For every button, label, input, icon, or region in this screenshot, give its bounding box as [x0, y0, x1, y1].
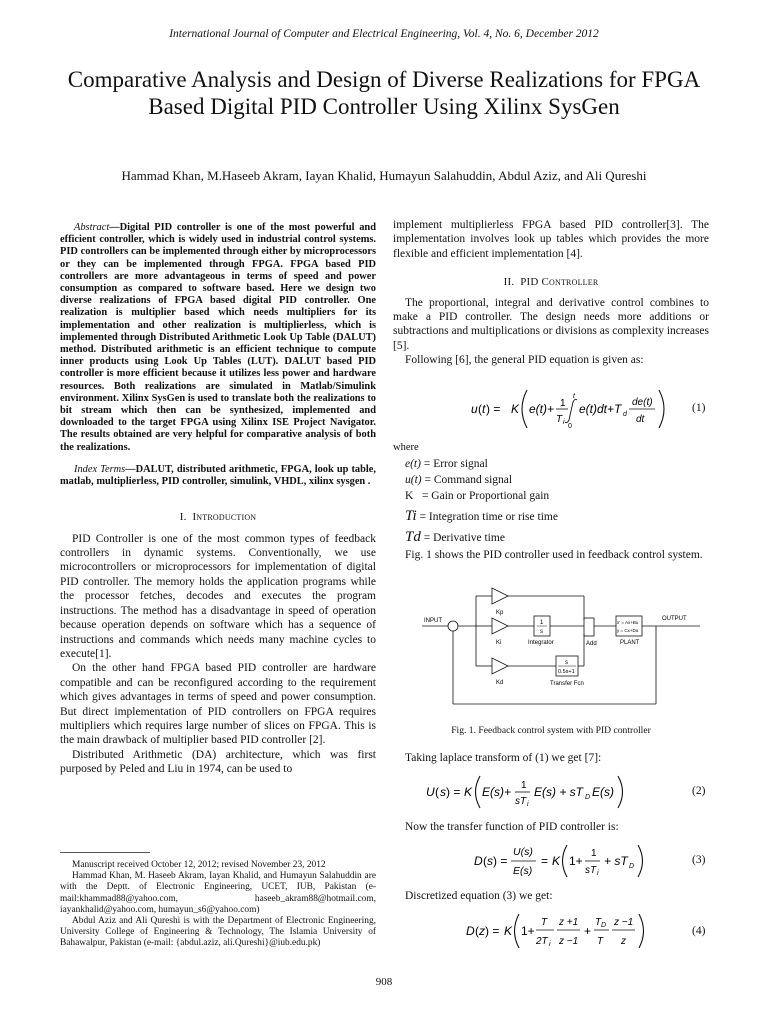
- definition-desc: = Error signal: [420, 458, 488, 470]
- svg-text:D: D: [466, 924, 475, 938]
- svg-text:t: t: [482, 402, 486, 416]
- author-list: Hammad Khan, M.Haseeb Akram, Iayan Khalid, Humayun Salahuddin, Abdul Aziz, and Ali Qureshi: [121, 168, 647, 183]
- fig-label-ki: Ki: [496, 640, 502, 646]
- definition-item: [393, 472, 709, 488]
- definition-symbol: e(t): [405, 458, 421, 470]
- equation-3-number: (3): [692, 854, 706, 866]
- svg-text:z: z: [479, 924, 485, 938]
- footnote-rule: [60, 852, 150, 853]
- fig-plant-x: x' = Ax+Bu: [617, 620, 639, 625]
- svg-text:T: T: [556, 414, 563, 425]
- gain-ki: [492, 618, 508, 634]
- fig-label-transfer: Transfer Fcn: [550, 681, 584, 687]
- fig-label-input: INPUT: [424, 618, 442, 624]
- svg-text:(: (: [478, 402, 482, 416]
- definition-desc: = Command signal: [421, 474, 513, 486]
- figure-1: [416, 584, 706, 716]
- svg-text:T: T: [597, 936, 604, 947]
- definition-symbol: Ti: [405, 508, 417, 524]
- paragraph: Discretized equation (3) we get:: [405, 890, 553, 902]
- svg-text:E(s): E(s): [592, 785, 614, 799]
- section-title: Introduction: [192, 511, 257, 524]
- paragraph: Taking laplace transform of (1) we get [7]:: [405, 752, 602, 764]
- definition-item: [393, 508, 709, 525]
- gain-kd: [492, 658, 508, 674]
- svg-text:1+: 1+: [569, 854, 583, 868]
- footnote: Abdul Aziz and Ali Qureshi is with the Department of Electronic Engineering, University College of Engineering & Technology, The Islamia University of Bahawalpur, Pakistan (e-mail: {abdul.aziz, ali.Qureshi}@iub.edu.pk): [60, 916, 376, 949]
- svg-text:2T: 2T: [536, 936, 548, 947]
- footnotes: [60, 860, 376, 950]
- equation-3: [472, 840, 662, 882]
- paper-title: Comparative Analysis and Design of Diverse Realizations for FPGA Based Digital PID Controller Using Xilinx SysGen: [67, 67, 701, 119]
- fig-label-add: Add: [586, 641, 597, 647]
- abstract-text: —Digital PID controller is one of the most powerful and efficient controller, which is widely used in industrial control systems. PID controllers can be implemented through either by microprocessors or they can be implemented through FPGA. FPGA based PID controllers are more advantageous in terms of speed and power consumption as compared to software based. Here we design two diverse realizations of FPGA based digital PID controller. One realization is multiplier based which needs multipliers for its implementation and other realization is multiplierless, which is implemented through Distributed Arithmetic Look Up Table (DALUT) method. Distributed arithmetic is an efficient technique to compute inner products using Look Up Tables (LUT). DALUT based PID controller is more efficient because it utilizes less power and hardware resources. Both realizations are simulated in Matlab/Simulink environment. Xilinx SysGen is used to translate both the realizations to bit stream which then can be synthesized, implemented and downloaded to the target FPGA using Xilinx ISE Project Navigator. The results obtained are very helpful for comparative analysis of both the realizations.: [60, 222, 376, 453]
- gain-kp: [492, 588, 508, 604]
- svg-text:E(s)+: E(s)+: [482, 785, 512, 799]
- index-terms-text: —DALUT, distributed arithmetic, FPGA, look up table, matlab, multiplierless, PID controller, simulink, VHDL, xilinx sysgen .: [60, 463, 377, 488]
- svg-text:(: (: [435, 785, 439, 799]
- index-terms-lead: Index Terms: [74, 463, 126, 475]
- svg-text:U(s): U(s): [513, 846, 533, 858]
- svg-text:) =: ) =: [493, 854, 508, 868]
- svg-text:T: T: [541, 917, 548, 928]
- equation-4: [464, 908, 664, 954]
- section-number: I.: [179, 511, 187, 524]
- fig-tf-num: s: [565, 660, 568, 666]
- equation-1: [465, 384, 685, 434]
- svg-text:U: U: [426, 785, 435, 799]
- definition-desc: = Derivative time: [420, 532, 505, 544]
- svg-text:E(s): E(s): [513, 865, 533, 877]
- index-terms: [60, 464, 376, 488]
- footnote: Manuscript received October 12, 2012; revised November 23, 2012: [72, 860, 326, 870]
- sum-junction: [448, 621, 458, 631]
- tf-intro: [393, 820, 709, 834]
- svg-text:) =: ) =: [486, 402, 501, 416]
- left-column: [60, 222, 376, 777]
- section-number: II.: [503, 276, 515, 289]
- svg-text:s: s: [440, 785, 446, 799]
- plant-block: [616, 616, 642, 636]
- section-title: PID Controller: [520, 276, 599, 289]
- figure-intro: [393, 548, 709, 562]
- fig-label-kd: Kd: [496, 680, 504, 686]
- paragraph: Fig. 1 shows the PID controller used in feedback control system.: [405, 549, 703, 561]
- fig-int-num: 1: [540, 620, 544, 626]
- introduction-body: [60, 532, 376, 777]
- svg-text:i: i: [563, 419, 565, 426]
- section-heading-pid: [393, 275, 709, 289]
- definition-desc: = Gain or Proportional gain: [413, 490, 550, 502]
- svg-text:K: K: [552, 854, 561, 868]
- definition-item: [393, 529, 709, 546]
- svg-text:K: K: [511, 402, 520, 416]
- svg-text:(: (: [475, 924, 479, 938]
- svg-text:+ sT: + sT: [604, 854, 628, 868]
- svg-text:i: i: [597, 870, 599, 877]
- svg-text:D: D: [474, 854, 483, 868]
- svg-text:D: D: [601, 922, 607, 929]
- definition-item: [393, 456, 709, 472]
- svg-text:K: K: [504, 924, 513, 938]
- paragraph: Now the transfer function of PID controller is:: [405, 821, 619, 833]
- svg-text:i: i: [549, 941, 551, 948]
- right-column-text-top: [393, 218, 709, 368]
- svg-text:sT: sT: [515, 796, 527, 807]
- svg-text:D: D: [629, 863, 635, 870]
- definitions-list: [393, 440, 709, 546]
- equation-2-number: (2): [692, 785, 706, 797]
- svg-text:z: z: [621, 936, 626, 947]
- definition-symbol: K: [405, 490, 414, 502]
- svg-text:d: d: [623, 411, 627, 418]
- where-label: where: [393, 442, 419, 453]
- svg-text:u: u: [471, 402, 478, 416]
- svg-text:e(t)+: e(t)+: [529, 402, 555, 416]
- paragraph: The proportional, integral and derivative control combines to make a PID controller. The design needs more additions or subtractions and multiplications or divisions as complexity increases [5].: [393, 296, 709, 352]
- fig-tf-den: 0.5s+1: [558, 669, 575, 675]
- journal-header: International Journal of Computer and Electrical Engineering, Vol. 4, No. 6, December 2012: [169, 28, 599, 40]
- svg-text:1+: 1+: [521, 924, 535, 938]
- definition-desc: = Integration time or rise time: [416, 511, 558, 523]
- paragraph: Following [6], the general PID equation is given as:: [405, 354, 644, 367]
- svg-text:) =: ) =: [485, 924, 500, 938]
- svg-text:i: i: [527, 801, 529, 808]
- svg-text:t: t: [573, 393, 575, 400]
- equation-4-number: (4): [692, 925, 706, 937]
- svg-text:+: +: [584, 924, 592, 938]
- fig-label-output: OUTPUT: [662, 616, 687, 622]
- disc-intro: [393, 889, 709, 903]
- paragraph: PID Controller is one of the most common types of feedback controllers in dynamic systems. Conventionally, we use microcontrollers or microprocessors for implementation of digital PID controller. The memory holds the application programs while the processor fetches, decodes and executes the program instructions. The method has a disadvantage in speed of operation because operation depends on software which has a sequence of instructions and commands which needs many machine cycles to execute[1].: [60, 532, 376, 660]
- add-block: [584, 618, 594, 636]
- paragraph: On the other hand FPGA based PID controller are hardware compatible and can be reconfigured according to the requirement which gives advantages in terms of speed and power consumption. But direct implementation of PID controllers on FPGA requires multipliers which requires large number of slices on FPGA. This is the main drawback of multiplier based PID controller [2].: [60, 662, 376, 747]
- svg-text:e(t)dt+T: e(t)dt+T: [579, 402, 622, 416]
- footnote: Hammad Khan, M. Haseeb Akram, Iayan Khalid, and Humayun Salahuddin are with the Deptt. of Electronic Engineering, UCET, IUB, Pakistan (e-mail:khammad88@yahoo.com, haseeb_akram88@hotmail.com, iayankhalid@yahoo.com, humayun_s6@yahoo.com): [60, 871, 376, 915]
- definition-symbol: Td: [405, 529, 421, 545]
- equation-1-number: (1): [692, 402, 706, 414]
- svg-text:z −1: z −1: [559, 936, 579, 947]
- svg-text:E(s) + sT: E(s) + sT: [534, 785, 584, 799]
- figure-1-caption: Fig. 1. Feedback control system with PID controller: [451, 725, 651, 736]
- svg-text:z −1: z −1: [614, 917, 634, 928]
- definition-symbol: u(t): [405, 474, 422, 486]
- svg-text:s: s: [487, 854, 493, 868]
- svg-text:sT: sT: [585, 865, 597, 876]
- fig-int-den: s: [540, 629, 543, 635]
- svg-text:=: =: [541, 854, 549, 868]
- equation-2: [424, 772, 664, 812]
- paragraph: Distributed Arithmetic (DA) architecture, which was first purposed by Peled and Liu in 1974, can be used to: [60, 748, 376, 776]
- fig-label-plant: PLANT: [620, 640, 640, 646]
- paragraph: implement multiplierless FPGA based PID controller[3]. The implementation involves look up tables which provides the more flexible and efficient implementation [4].: [393, 219, 709, 260]
- svg-text:0: 0: [568, 423, 572, 430]
- svg-text:1: 1: [591, 848, 597, 859]
- svg-text:z +1: z +1: [559, 917, 579, 928]
- svg-text:1: 1: [521, 780, 527, 791]
- abstract: [60, 222, 376, 454]
- svg-text:de(t): de(t): [632, 397, 653, 408]
- laplace-intro: [393, 751, 709, 765]
- definition-item: [393, 488, 709, 504]
- section-heading-introduction: [60, 510, 376, 524]
- svg-text:dt: dt: [636, 414, 645, 425]
- fig-label-kp: Kp: [496, 610, 504, 616]
- svg-text:1: 1: [560, 398, 566, 409]
- svg-text:D: D: [585, 794, 591, 801]
- page-number: 908: [375, 976, 393, 988]
- fig-plant-y: y = Cx+Du: [617, 628, 639, 633]
- svg-text:K: K: [464, 785, 473, 799]
- fig-label-integrator: Integrator: [528, 640, 554, 646]
- abstract-lead: Abstract: [74, 222, 110, 233]
- svg-text:T: T: [595, 917, 602, 928]
- svg-text:) =: ) =: [446, 785, 461, 799]
- svg-text:(: (: [483, 854, 487, 868]
